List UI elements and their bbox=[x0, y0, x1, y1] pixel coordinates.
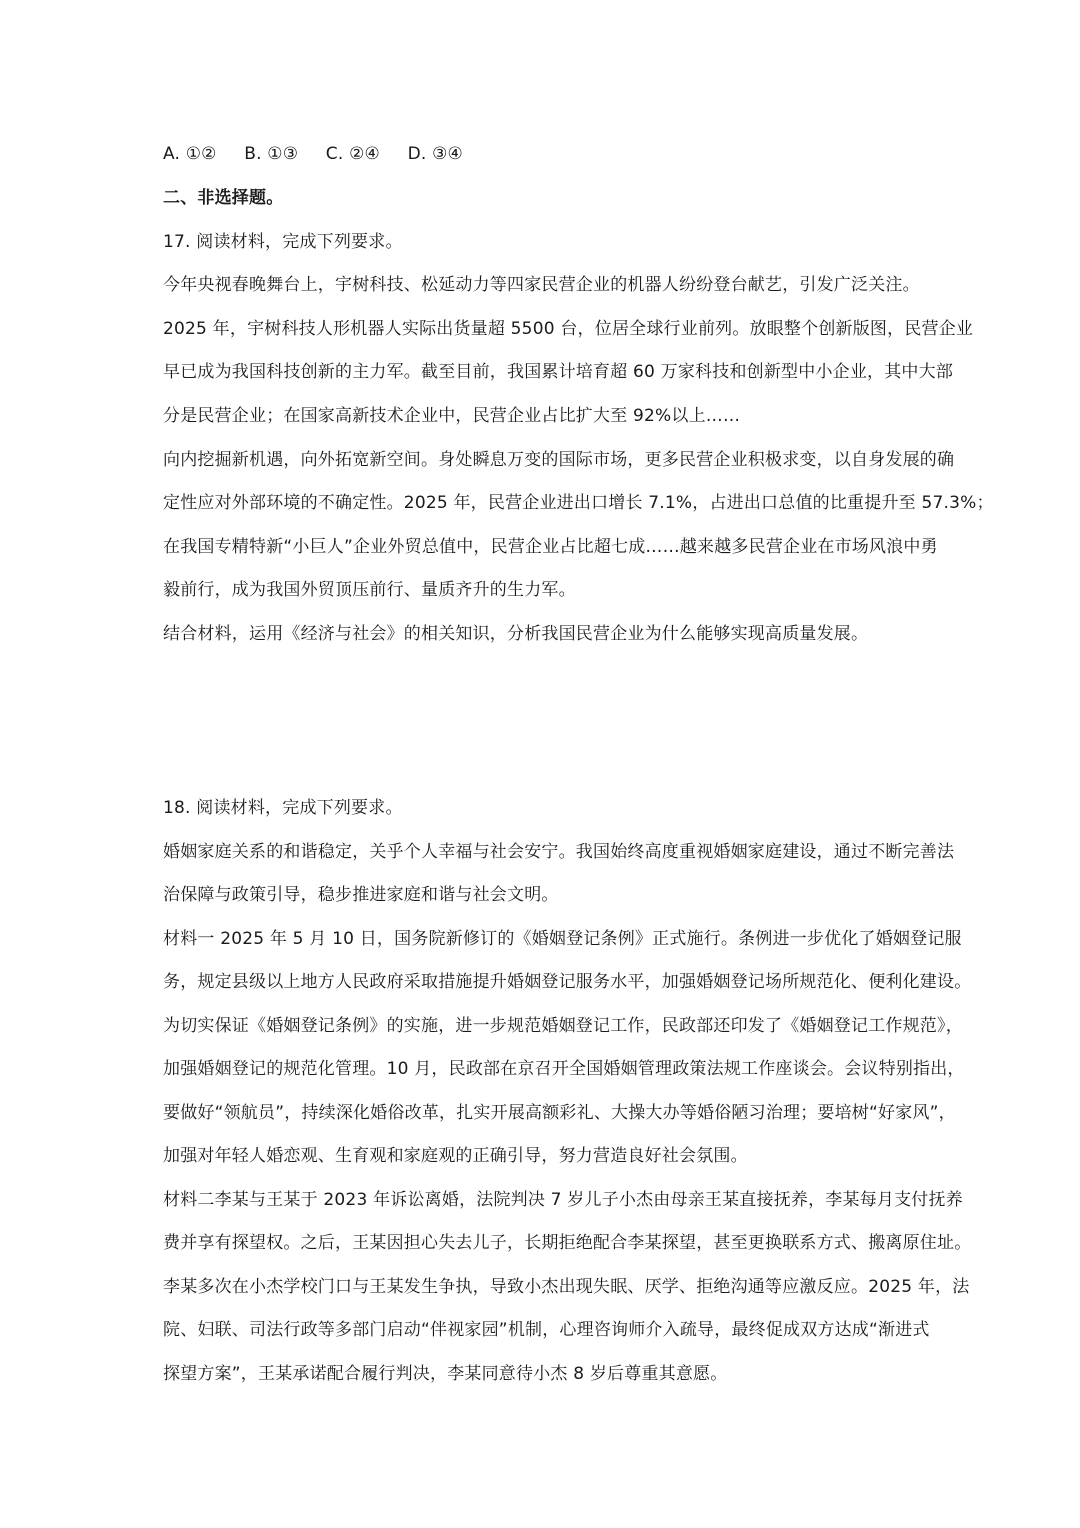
q18-line-3: 材料一 2025 年 5 月 10 日，国务院新修订的《婚姻登记条例》正式施行。条例进一步优化了婚姻登记服 bbox=[163, 929, 962, 949]
answer-choices bbox=[163, 142, 485, 166]
q17-task: 结合材料，运用《经济与社会》的相关知识，分析我国民营企业为什么能够实现高质量发展。 bbox=[163, 624, 869, 644]
q17-line-6: 定性应对外部环境的不确定性。2025 年，民营企业进出口增长 7.1%，占进出口总值的比重提升至 57.3%； bbox=[163, 493, 994, 513]
q18-line-13: 探望方案”，王某承诺配合履行判决，李某同意待小杰 8 岁后尊重其意愿。 bbox=[163, 1364, 728, 1384]
choice-b: B. ①③ bbox=[244, 144, 299, 164]
q17-line-5: 向内挖掘新机遇，向外拓宽新空间。身处瞬息万变的国际市场，更多民营企业积极求变，以自身发展的确 bbox=[163, 450, 955, 470]
q17-line-3: 早已成为我国科技创新的主力军。截至目前，我国累计培育超 60 万家科技和创新型中小企业，其中大部 bbox=[163, 362, 954, 382]
q18-line-9: 材料二李某与王某于 2023 年诉讼离婚，法院判决 7 岁儿子小杰由母亲王某直接抚养，李某每月支付抚养 bbox=[163, 1190, 963, 1210]
q17-prompt: 17. 阅读材料，完成下列要求。 bbox=[163, 232, 403, 252]
q18-prompt: 18. 阅读材料，完成下列要求。 bbox=[163, 798, 403, 818]
q17-line-2: 2025 年，宇树科技人形机器人实际出货量超 5500 台，位居全球行业前列。放眼整个创新版图，民营企业 bbox=[163, 319, 974, 339]
choice-a: A. ①② bbox=[163, 144, 217, 164]
q17-line-8: 毅前行，成为我国外贸顶压前行、量质齐升的生力军。 bbox=[163, 580, 576, 600]
q18-line-6: 加强婚姻登记的规范化管理。10 月，民政部在京召开全国婚姻管理政策法规工作座谈会。会议特别指出， bbox=[163, 1059, 965, 1079]
q17-line-1: 今年央视春晚舞台上，宇树科技、松延动力等四家民营企业的机器人纷纷登台献艺，引发广泛关注。 bbox=[163, 275, 920, 295]
section-heading: 二、非选择题。 bbox=[163, 188, 284, 208]
q18-line-5: 为切实保证《婚姻登记条例》的实施，进一步规范婚姻登记工作，民政部还印发了《婚姻登记工作规范》， bbox=[163, 1016, 963, 1036]
q18-line-10: 费并享有探望权。之后，王某因担心失去儿子，长期拒绝配合李某探望，甚至更换联系方式、搬离原住址。 bbox=[163, 1233, 972, 1253]
q18-line-12: 院、妇联、司法行政等多部门启动“伴视家园”机制，心理咨询师介入疏导，最终促成双方达成“渐进式 bbox=[163, 1320, 930, 1340]
choice-c: C. ②④ bbox=[325, 144, 380, 164]
q18-line-7: 要做好“领航员”，持续深化婚俗改革，扎实开展高额彩礼、大操大办等婚俗陋习治理；要培树“好家风”， bbox=[163, 1103, 956, 1123]
q18-line-11: 李某多次在小杰学校门口与王某发生争执，导致小杰出现失眠、厌学、拒绝沟通等应激反应。2025 年，法 bbox=[163, 1277, 970, 1297]
choice-d: D. ③④ bbox=[407, 144, 463, 164]
q18-line-2: 治保障与政策引导，稳步推进家庭和谐与社会文明。 bbox=[163, 885, 559, 905]
q18-line-4: 务，规定县级以上地方人民政府采取措施提升婚姻登记服务水平，加强婚姻登记场所规范化、便利化建设。 bbox=[163, 972, 972, 992]
q17-line-7: 在我国专精特新“小巨人”企业外贸总值中，民营企业占比超七成……越来越多民营企业在市场风浪中勇 bbox=[163, 537, 938, 557]
q18-line-8: 加强对年轻人婚恋观、生育观和家庭观的正确引导，努力营造良好社会氛围。 bbox=[163, 1146, 748, 1166]
q18-line-1: 婚姻家庭关系的和谐稳定，关乎个人幸福与社会安宁。我国始终高度重视婚姻家庭建设，通过不断完善法 bbox=[163, 842, 955, 862]
q17-line-4: 分是民营企业；在国家高新技术企业中，民营企业占比扩大至 92%以上…… bbox=[163, 406, 741, 426]
